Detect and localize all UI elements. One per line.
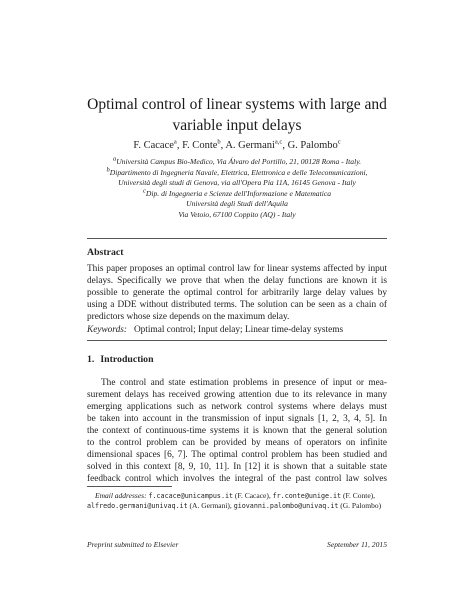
keywords-list: Optimal control; Input delay; Linear time-delay systems [133,325,344,335]
author-affil-mark: b [217,138,221,146]
title-line: Optimal control of linear systems with large and [87,96,387,113]
intro-line: The control and state estimation problems in presence of input or mea- [101,378,387,388]
title-line: variable input delays [172,117,302,134]
abstract-top-rule [87,238,387,239]
introduction-body [87,377,387,485]
email-owner: (A. Germani), [189,501,232,511]
abstract-heading: Abstract [87,247,124,258]
author-list: F. Cacace$^a$, F. Conte$^b$, A. Germani$^{a,c}$, G. Palombo$^c$ [133,138,341,151]
email-owner: (F. Cacace), [234,491,271,500]
abstract-bottom-rule [87,340,387,341]
email-link[interactable]: f.cacace@unicampus.it [148,492,234,500]
footnote-label: Email addresses: [95,491,147,500]
abstract-body: This paper proposes an optimal control law for linear systems affected by input delays. Specifically we prove that when the delay functions are known it is possible to generate the optimal control for arbitrarily large delay values by using a DDE without distributed terms. The solution can be seen as a chain of predictors whose size depends on the maximum delay. [87,264,387,322]
footnote-rule [87,486,172,487]
email-link[interactable]: fr.conte@unige.it [272,492,342,500]
keywords [87,324,387,336]
intro-line: solved in this context [8, 9, 10, 11]. In [12] it is shown that a suitable state [87,462,387,472]
section-number: 1. [87,354,95,365]
intro-line: feedback control which involves the integral of the past control law solves [87,474,387,484]
affiliations [70,157,404,221]
affiliation-line: Università degli studi di Genova, via all'Opera Pia 11A, 16145 Genova - Italy [118,178,356,188]
page-footer [87,540,387,549]
affiliation-line: $^a$Università Campus Bio-Medico, Via Álvaro del Portillo, 21, 00128 Roma - Italy. [112,155,362,166]
author-name: F. Conte [182,140,218,151]
email-owner: (G. Palombo) [340,501,382,511]
email-link[interactable]: alfredo.germani@univaq.it [87,502,188,511]
intro-line: dimensional spaces [6, 7]. The optimal control problem has been studied and [87,450,387,460]
author-name: A. Germani [225,140,275,151]
section-heading [87,354,154,365]
intro-line: surement delays has received growing attention due to its relevance in many [87,390,387,400]
author-affil-mark: a [173,138,177,146]
preprint-note: Preprint submitted to Elsevier [87,540,179,549]
affiliation-line: Via Vetoio, 67100 Coppito (AQ) - Italy [178,209,296,219]
paper-title [60,94,414,136]
keywords-label: Keywords: [87,325,127,335]
affiliation-line: Università degli Studi dell'Aquila [186,199,288,209]
email-owner: (F. Conte), [342,491,376,500]
email-link[interactable]: giovanni.palombo@univaq.it [233,502,339,511]
author-name: G. Palombo [287,140,338,151]
affiliation-line: $^c$Dip. di Ingegneria e Scienze dell'Informazione e Matematica [143,187,331,198]
email-footnote [87,491,387,511]
intro-line: be taken into account in the transmission of input signals [1, 2, 3, 4, 5]. In [87,414,387,424]
intro-line: the context of continuous-time systems it is known that the general solution [87,426,387,436]
section-title: Introduction [100,354,154,365]
author-affil-mark: c [337,138,341,146]
author-affil-mark: a,c [274,138,283,146]
author-name: F. Cacace [133,140,174,151]
preprint-date: September 11, 2015 [327,540,387,549]
affiliation-line: $^b$Dipartimento di Ingegneria Navale, Elettrica, Elettronica e delle Telecomunicazioni, [106,166,368,177]
intro-line: emerging applications such as network control systems where delays must [87,402,387,412]
intro-line: to the control problem can be provided by means of operators on infinite [87,438,387,448]
